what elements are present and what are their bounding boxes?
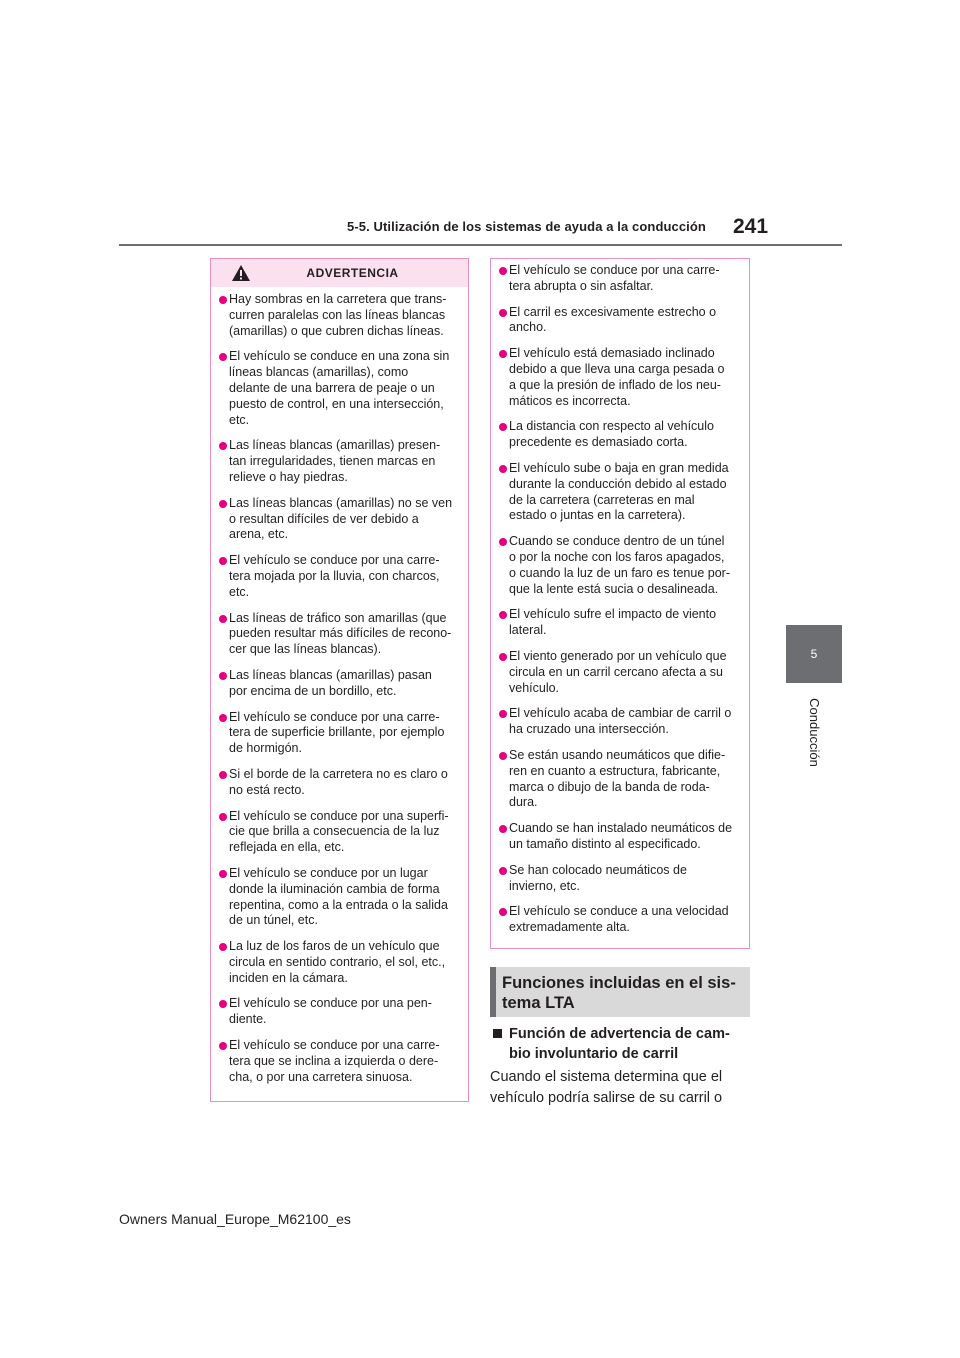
warning-item-line: El vehículo está demasiado inclinado: [509, 346, 715, 361]
warning-item-line: extremadamente alta.: [509, 920, 630, 935]
warning-item: [499, 346, 741, 409]
warning-item-line: o resultan difíciles de ver debido a: [229, 511, 419, 526]
warning-item-line: El vehículo se conduce por una pen-: [229, 996, 432, 1011]
warning-item-line: El vehículo se conduce por una carre-: [229, 709, 440, 724]
warning-item-line: La distancia con respecto al vehículo: [509, 419, 714, 434]
warning-item-line: El vehículo se conduce por una carre-: [229, 1038, 440, 1053]
warning-item-line: vehículo.: [509, 680, 560, 695]
warning-item-line: El viento generado por un vehículo que: [509, 648, 727, 663]
warning-item-line: Las líneas blancas (amarillas) pasan: [229, 667, 432, 682]
warning-item-line: inciden en la cámara.: [229, 970, 348, 985]
section-title-line: Funciones incluidas en el sis-: [502, 974, 736, 992]
subsection-title-line: bio involuntario de carril: [509, 1046, 679, 1062]
warning-item-line: puesto de control, en una intersección,: [229, 396, 444, 411]
body-paragraph: [490, 1067, 760, 1109]
warning-triangle-icon: [231, 264, 251, 282]
warning-item-line: de un túnel, etc.: [229, 913, 318, 928]
warning-list-left: [211, 287, 468, 1085]
warning-item-line: ren en cuanto a estructura, fabricante,: [509, 763, 721, 778]
warning-item-line: delante de una barrera de peaje o un: [229, 380, 435, 395]
warning-item-line: El vehículo se conduce por una superfi-: [229, 808, 449, 823]
section-title-line: tema LTA: [502, 994, 575, 1012]
warning-item: [219, 767, 460, 799]
section-heading-box: [490, 967, 750, 1017]
warning-item-line: cer que las líneas blancas).: [229, 642, 382, 657]
warning-item-line: un tamaño distinto al especificado.: [509, 836, 701, 851]
warning-item-line: estado o juntas en la carretera).: [509, 508, 686, 523]
warning-item-line: tera mojada por la lluvia, con charcos,: [229, 568, 440, 583]
page-number: 241: [733, 215, 769, 238]
warning-item: [499, 649, 741, 696]
warning-item-line: que la lente está sucia o desalineada.: [509, 581, 719, 596]
warning-box-continued: [490, 258, 750, 949]
warning-item: [219, 809, 460, 856]
warning-item: [499, 748, 741, 811]
warning-item-line: Las líneas de tráfico son amarillas (que: [229, 610, 447, 625]
warning-item: [219, 349, 460, 428]
warning-item: [499, 305, 741, 337]
warning-item-line: precedente es demasiado corta.: [509, 435, 688, 450]
warning-item-line: lateral.: [509, 623, 547, 638]
warning-item: [499, 419, 741, 451]
warning-item: [499, 263, 741, 295]
warning-item-line: cie que brilla a consecuencia de la luz: [229, 824, 440, 839]
chapter-tab: [786, 625, 842, 683]
warning-item-line: El vehículo sufre el impacto de viento: [509, 607, 717, 622]
warning-item-line: circula en un carril cercano afecta a su: [509, 664, 723, 679]
warning-item-line: cha, o por una carretera sinuosa.: [229, 1069, 413, 1084]
warning-item: [219, 496, 460, 543]
warning-item-line: El vehículo se conduce a una velocidad: [509, 904, 729, 919]
warning-item: [499, 706, 741, 738]
warning-item: [499, 607, 741, 639]
warning-box: [210, 258, 469, 1102]
warning-item-line: no está recto.: [229, 782, 305, 797]
chapter-label: [786, 692, 842, 772]
warning-item-line: Se han colocado neumáticos de: [509, 862, 687, 877]
header-divider: [119, 244, 842, 246]
warning-item: [499, 863, 741, 895]
warning-item-line: Las líneas blancas (amarillas) no se ven: [229, 495, 453, 510]
warning-item-line: diente.: [229, 1012, 267, 1027]
warning-item-line: donde la iluminación cambia de forma: [229, 881, 440, 896]
warning-item: [219, 438, 460, 485]
warning-item-line: líneas blancas (amarillas), como: [229, 365, 409, 380]
warning-item-line: etc.: [229, 412, 250, 427]
square-bullet-icon: [493, 1029, 502, 1038]
subsection-title-line: Función de advertencia de cam-: [509, 1026, 730, 1042]
chapter-number: 5: [810, 647, 818, 661]
warning-item-line: Se están usando neumáticos que difie-: [509, 747, 726, 762]
warning-item-line: curren paralelas con las líneas blancas: [229, 307, 446, 322]
warning-item: [219, 611, 460, 658]
footer-text: Owners Manual_Europe_M62100_es: [119, 1211, 351, 1227]
warning-list-right: [491, 259, 749, 936]
warning-item: [219, 668, 460, 700]
warning-item: [219, 553, 460, 600]
warning-item-line: Las líneas blancas (amarillas) presen-: [229, 438, 441, 453]
warning-item-line: por encima de un bordillo, etc.: [229, 683, 397, 698]
warning-item-line: El vehículo sube o baja en gran medida: [509, 460, 729, 475]
warning-item: [499, 461, 741, 524]
warning-item-line: de la carretera (carreteras en mal: [509, 492, 695, 507]
warning-item-line: El vehículo acaba de cambiar de carril o: [509, 706, 732, 721]
section-title: [502, 973, 750, 1013]
warning-item: [219, 866, 460, 929]
warning-item: [219, 292, 460, 339]
warning-item-line: repentina, como a la entrada o la salida: [229, 897, 448, 912]
body-line: vehículo podría salirse de su carril o: [490, 1090, 723, 1106]
warning-item-line: etc.: [229, 584, 250, 599]
warning-item-line: El vehículo se conduce por una carre-: [229, 553, 440, 568]
warning-item-line: arena, etc.: [229, 527, 289, 542]
warning-item-line: El vehículo se conduce en una zona sin: [229, 349, 450, 364]
warning-item-line: invierno, etc.: [509, 878, 580, 893]
warning-item-line: dura.: [509, 795, 538, 810]
warning-item-line: Cuando se han instalado neumáticos de: [509, 821, 733, 836]
warning-item: [219, 996, 460, 1028]
warning-item-line: El carril es excesivamente estrecho o: [509, 304, 717, 319]
warning-item-line: El vehículo se conduce por una carre-: [509, 263, 720, 277]
warning-item-line: de hormigón.: [229, 741, 302, 756]
warning-item-line: marca o dibujo de la banda de roda-: [509, 779, 710, 794]
warning-item-line: Cuando se conduce dentro de un túnel: [509, 534, 725, 549]
warning-item-line: tera abrupta o sin asfaltar.: [509, 278, 654, 293]
warning-item-line: pueden resultar más difíciles de recono-: [229, 626, 452, 641]
warning-title: ADVERTENCIA: [306, 266, 399, 280]
warning-item-line: o por la noche con los faros apagados,: [509, 549, 725, 564]
warning-item: [499, 904, 741, 936]
warning-item-line: ancho.: [509, 320, 547, 335]
warning-item-line: ha cruzado una intersección.: [509, 722, 669, 737]
body-line: Cuando el sistema determina que el: [490, 1069, 723, 1085]
warning-item: [219, 1038, 460, 1085]
warning-item-line: tera que se inclina a izquierda o dere-: [229, 1053, 439, 1068]
warning-item-line: durante la conducción debido al estado: [509, 476, 727, 491]
warning-item-line: máticos es incorrecta.: [509, 393, 631, 408]
running-header: 5-5. Utilización de los sistemas de ayuda a la conducción: [347, 219, 706, 234]
warning-item-line: a que la presión de inflado de los neu-: [509, 377, 721, 392]
warning-item-line: Si el borde de la carretera no es claro o: [229, 766, 448, 781]
warning-item: [499, 821, 741, 853]
warning-item-line: Hay sombras en la carretera que trans-: [229, 292, 447, 306]
subsection-heading: [493, 1024, 753, 1064]
warning-item-line: relieve o hay piedras.: [229, 469, 348, 484]
warning-item-line: reflejada en ella, etc.: [229, 840, 345, 855]
warning-item-line: tera de superficie brillante, por ejemplo: [229, 725, 445, 740]
chapter-title: Conducción: [806, 697, 822, 767]
warning-item: [499, 534, 741, 597]
warning-item: [219, 939, 460, 986]
warning-item-line: tan irregularidades, tienen marcas en: [229, 454, 436, 469]
warning-item-line: debido a que lleva una carga pesada o: [509, 361, 725, 376]
warning-item-line: circula en sentido contrario, el sol, etc.,: [229, 954, 446, 969]
warning-item: [219, 710, 460, 757]
warning-item-line: El vehículo se conduce por un lugar: [229, 865, 428, 880]
warning-item-line: o cuando la luz de un faro es tenue por-: [509, 565, 730, 580]
warning-item-line: La luz de los faros de un vehículo que: [229, 939, 440, 954]
warning-header: [211, 259, 468, 287]
warning-item-line: (amarillas) o que cubren dichas líneas.: [229, 323, 444, 338]
